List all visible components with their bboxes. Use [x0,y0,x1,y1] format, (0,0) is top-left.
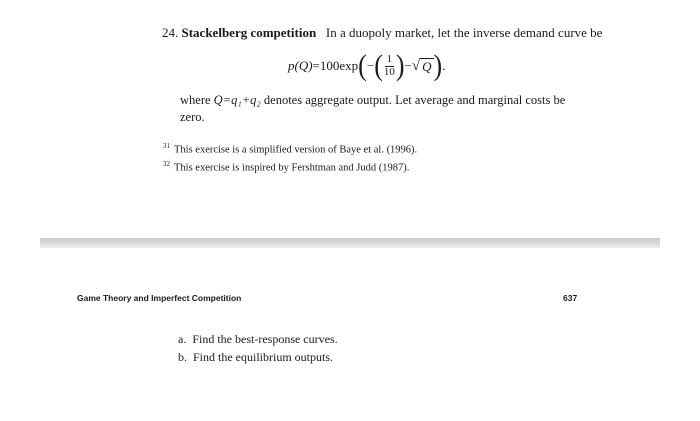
where-text-2: denotes aggregate output. Let average and marginal costs be [260,93,566,107]
part-label: b. [178,350,187,364]
footnote-mark: 31 [163,142,170,150]
page-divider [40,238,660,248]
footnote-31 [163,142,417,156]
sqrt-expression [412,57,434,75]
demand-formula [288,48,446,83]
formula-coef: 100exp [319,58,359,73]
sqrt-argument: Q [422,59,432,74]
part-text: Find the best-response curves. [192,332,338,346]
inner-paren-close: ) [395,48,405,83]
problem-intro: In a duopoly market, let the inverse demand curve be [325,25,603,40]
formula-neg: − [366,58,375,73]
footnote-32 [163,160,409,174]
where-clause [180,93,565,108]
fraction-denominator: 10 [383,65,395,78]
problem-title: Stackelberg competition [181,25,317,40]
formula-minus: − [404,58,412,73]
formula-equals: = [312,58,320,73]
part-a [178,332,338,347]
where-continuation: zero. [180,110,205,124]
footnote-text: This exercise is a simplified version of Baye et al. (1996). [174,144,418,156]
part-label: a. [178,332,187,346]
inner-paren-open: ( [374,48,383,83]
fraction [384,54,395,78]
outer-paren-open: ( [358,48,367,83]
problem-number: 24. [162,25,179,40]
footnote-text: This exercise is inspired by Fershtman and Judd (1987). [174,162,410,174]
part-b [178,350,333,365]
outer-paren-close: ) [433,48,443,83]
where-text-1: where [180,93,214,107]
formula-lhs: p(Q) [288,58,313,73]
aggregate-output-expr: Q=q₁+q₂ [213,93,261,107]
part-text: Find the equilibrium outputs. [193,350,333,364]
running-head: Game Theory and Imperfect Competition [77,293,242,303]
fraction-numerator: 1 [386,52,393,65]
footnote-mark: 32 [163,160,170,168]
problem-heading [162,25,602,41]
page-number: 637 [563,293,578,303]
formula-period: . [442,58,446,73]
sqrt-icon: √ [411,58,421,74]
